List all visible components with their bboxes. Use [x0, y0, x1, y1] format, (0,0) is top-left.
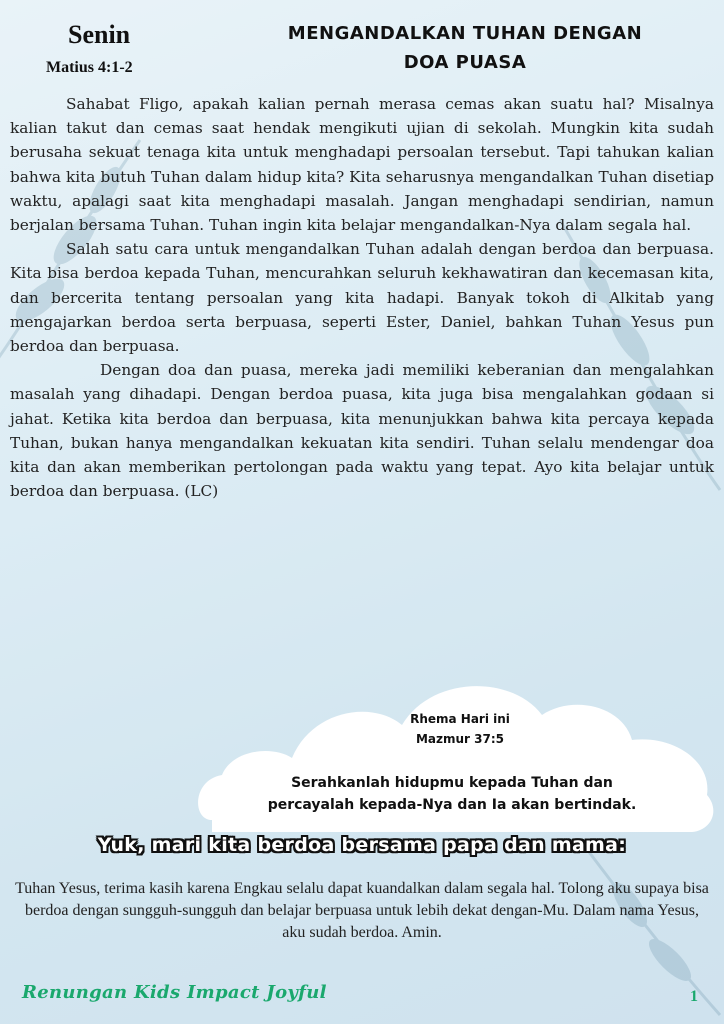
cloud-shape: [192, 670, 722, 850]
page-title: [230, 19, 700, 77]
verse-reference: Matius 4:1-2: [46, 59, 133, 76]
page-number: 1: [690, 988, 698, 1005]
day-label: Senin: [68, 20, 131, 49]
prayer-heading: Yuk, mari kita berdoa bersama papa dan mama:: [97, 834, 627, 856]
rhema-reference: Mazmur 37:5: [415, 732, 504, 746]
paragraph-2: Salah satu cara untuk mengandalkan Tuhan adalah dengan berdoa dan berpuasa. Kita bisa berdoa kepada Tuhan, mencurahkan seluruh kekhawatiran dan kecemasan kita, dan bercerita tentang persoalan yang kita hadapi. Banyak tokoh di Alkitab yang mengajarkan berdoa serta berpuasa, seperti Ester, Daniel, bahkan Tuhan Yesus pun berdoa dan berpuasa.: [10, 240, 714, 356]
paragraph-3: Dengan doa dan puasa, mereka jadi memiliki keberanian dan mengalahkan masalah yang dihadapi. Dengan berdoa puasa, kita juga bisa mengalahkan godaan si jahat. Ketika kita berdoa dan berpuasa, kita menunjukkan bahwa kita percaya kepada Tuhan, bukan hanya mengandalkan kekuatan kita sendiri. Tuhan selalu mendengar doa kita dan akan memberikan pertolongan pada waktu yang tepat. Ayo kita belajar untuk berdoa dan berpuasa. (LC): [10, 361, 714, 501]
rhema-line-2: percayalah kepada-Nya dan Ia akan bertindak.: [267, 797, 637, 813]
paragraph-1: Sahabat Fligo, apakah kalian pernah merasa cemas akan suatu hal? Misalnya kalian takut dan cemas saat hendak mengikuti ujian di sekolah. Mungkin kita sudah berusaha sekuat tenaga kita untuk menghadapi persoalan tersebut. Tapi tahukan kalian bahwa kita butuh Tuhan dalam hidup kita? Kita seharusnya mengandalkan Tuhan disetiap waktu, apalagi saat kita menghadapi masalah. Jangan menghadapi sendirian, namun berjalan bersama Tuhan. Tuhan ingin kita belajar mengandalkan-Nya dalam segala hal.: [10, 95, 714, 235]
prayer-text: Tuhan Yesus, terima kasih karena Engkau selalu dapat kuandalkan dalam segala hal. Tolong aku supaya bisa berdoa dengan sungguh-sungguh dan belajar berpuasa untuk lebih dekat dengan-Mu. Dalam nama Yesus, aku sudah berdoa. Amin.: [15, 880, 709, 941]
brand-footer: Renungan Kids Impact Joyful: [22, 982, 327, 1003]
rhema-heading-block: [370, 709, 550, 749]
devotional-body: [10, 92, 714, 503]
rhema-heading: Rhema Hari ini: [410, 712, 510, 726]
rhema-line-1: Serahkanlah hidupmu kepada Tuhan dan: [291, 775, 613, 791]
title-line-1: MENGANDALKAN TUHAN DENGAN: [287, 23, 643, 44]
rhema-verse: [232, 772, 672, 816]
title-line-2: DOA PUASA: [403, 52, 527, 73]
